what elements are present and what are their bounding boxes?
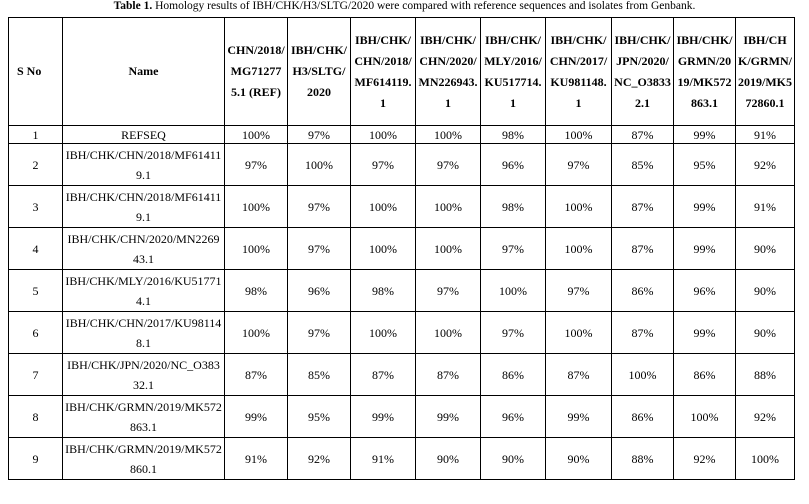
table-cell: 96% (674, 270, 736, 312)
row-sno: 8 (9, 396, 63, 438)
table-cell: 100% (351, 312, 416, 354)
table-cell: 100% (351, 126, 416, 144)
table-caption (0, 0, 809, 16)
header-row (9, 18, 795, 126)
table-cell: 87% (612, 312, 674, 354)
table-cell: 85% (288, 354, 351, 396)
row-name: IBH/CHK/GRMN/2019/MK572860.1 (63, 438, 225, 480)
table-cell: 90% (481, 438, 546, 480)
column-header: IBH/CHK/CHN/2020/MN226943.1 (416, 18, 481, 126)
column-header: IBH/CHK/JPN/2020/NC_O38332.1 (612, 18, 674, 126)
table-row (9, 438, 795, 480)
table-cell: 98% (225, 270, 288, 312)
table-cell: 100% (416, 186, 481, 228)
table-cell: 100% (546, 186, 612, 228)
column-header-name: Name (63, 18, 225, 126)
table-cell: 86% (674, 354, 736, 396)
column-header: IBH/CHK/H3/SLTG/2020 (288, 18, 351, 126)
table-row (9, 126, 795, 144)
table-cell: 97% (481, 312, 546, 354)
table-cell: 92% (288, 438, 351, 480)
table-cell: 87% (351, 354, 416, 396)
row-name: IBH/CHK/CHN/2017/KU981148.1 (63, 312, 225, 354)
table-cell: 100% (225, 186, 288, 228)
row-name: IBH/CHK/CHN/2020/MN226943.1 (63, 228, 225, 270)
table-cell: 100% (546, 228, 612, 270)
table-cell: 100% (225, 126, 288, 144)
table-cell: 92% (736, 396, 795, 438)
column-header-sno: S No (9, 18, 63, 126)
table-cell: 90% (416, 438, 481, 480)
column-header: IBH/CHK/CHN/2017/KU981148.1 (546, 18, 612, 126)
row-sno: 2 (9, 144, 63, 186)
table-cell: 100% (416, 228, 481, 270)
caption-label: Table 1. (113, 0, 153, 12)
row-sno: 1 (9, 126, 63, 144)
table-cell: 86% (612, 270, 674, 312)
table-cell: 90% (736, 228, 795, 270)
table-row (9, 354, 795, 396)
table-cell: 97% (288, 186, 351, 228)
table-cell: 99% (674, 126, 736, 144)
row-name: IBH/CHK/JPN/2020/NC_O38332.1 (63, 354, 225, 396)
table-cell: 96% (481, 144, 546, 186)
table-cell: 97% (351, 144, 416, 186)
table-cell: 87% (612, 186, 674, 228)
table-cell: 98% (481, 186, 546, 228)
table-cell: 97% (481, 228, 546, 270)
table-cell: 99% (674, 228, 736, 270)
table-cell: 96% (481, 396, 546, 438)
table-cell: 100% (736, 438, 795, 480)
column-header: IBH/CHK/CHN/2018/MF614119.1 (351, 18, 416, 126)
table-cell: 100% (546, 312, 612, 354)
column-header: IBH/CHK/GRMN/2019/MK572860.1 (736, 18, 795, 126)
table-cell: 100% (546, 126, 612, 144)
table-row (9, 312, 795, 354)
row-sno: 5 (9, 270, 63, 312)
table-cell: 99% (674, 186, 736, 228)
table-cell: 99% (674, 312, 736, 354)
row-name: REFSEQ (63, 126, 225, 144)
row-name: IBH/CHK/GRMN/2019/MK572863.1 (63, 396, 225, 438)
table-cell: 100% (674, 396, 736, 438)
table-cell: 100% (481, 270, 546, 312)
table-cell: 97% (416, 270, 481, 312)
table-cell: 85% (612, 144, 674, 186)
table-cell: 87% (416, 354, 481, 396)
table-cell: 100% (416, 312, 481, 354)
table-cell: 97% (225, 144, 288, 186)
table-cell: 91% (351, 438, 416, 480)
table-cell: 88% (736, 354, 795, 396)
table-cell: 97% (416, 144, 481, 186)
table-cell: 90% (736, 270, 795, 312)
table-row (9, 270, 795, 312)
table-cell: 95% (674, 144, 736, 186)
table-cell: 91% (736, 186, 795, 228)
table-cell: 88% (612, 438, 674, 480)
table-cell: 86% (481, 354, 546, 396)
table-cell: 87% (225, 354, 288, 396)
row-sno: 4 (9, 228, 63, 270)
table-cell: 98% (481, 126, 546, 144)
table-cell: 98% (351, 270, 416, 312)
table-cell: 99% (351, 396, 416, 438)
table-cell: 97% (288, 228, 351, 270)
row-sno: 3 (9, 186, 63, 228)
table-cell: 100% (288, 144, 351, 186)
table-cell: 100% (351, 228, 416, 270)
table-cell: 86% (612, 396, 674, 438)
table-cell: 95% (288, 396, 351, 438)
column-header: IBH/CHK/MLY/2016/KU517714.1 (481, 18, 546, 126)
table-cell: 87% (612, 126, 674, 144)
row-sno: 6 (9, 312, 63, 354)
table-cell: 90% (736, 312, 795, 354)
table-row (9, 144, 795, 186)
table-cell: 97% (288, 126, 351, 144)
table-row (9, 186, 795, 228)
table-cell: 96% (288, 270, 351, 312)
row-name: IBH/CHK/CHN/2018/MF614119.1 (63, 186, 225, 228)
table-cell: 90% (546, 438, 612, 480)
table-cell: 99% (225, 396, 288, 438)
table-cell: 97% (546, 144, 612, 186)
table-cell: 100% (225, 312, 288, 354)
row-name: IBH/CHK/CHN/2018/MF614119.1 (63, 144, 225, 186)
table-cell: 87% (612, 228, 674, 270)
table-cell: 91% (225, 438, 288, 480)
table-cell: 100% (351, 186, 416, 228)
table-cell: 100% (612, 354, 674, 396)
table-cell: 99% (416, 396, 481, 438)
row-sno: 7 (9, 354, 63, 396)
table-cell: 100% (416, 126, 481, 144)
table-cell: 91% (736, 126, 795, 144)
table-cell: 97% (288, 312, 351, 354)
table-row (9, 396, 795, 438)
row-name: IBH/CHK/MLY/2016/KU517714.1 (63, 270, 225, 312)
table-row (9, 228, 795, 270)
row-sno: 9 (9, 438, 63, 480)
table-cell: 99% (546, 396, 612, 438)
table-cell: 97% (546, 270, 612, 312)
table-cell: 87% (546, 354, 612, 396)
table-cell: 100% (225, 228, 288, 270)
caption-text: Homology results of IBH/CHK/H3/SLTG/2020 were compared with reference sequences and isolates from Genbank. (152, 0, 696, 12)
homology-table (8, 17, 795, 480)
column-header: IBH/CHK/GRMN/2019/MK572863.1 (674, 18, 736, 126)
table-cell: 92% (736, 144, 795, 186)
column-header: CHN/2018/MG712775.1 (REF) (225, 18, 288, 126)
table-cell: 92% (674, 438, 736, 480)
